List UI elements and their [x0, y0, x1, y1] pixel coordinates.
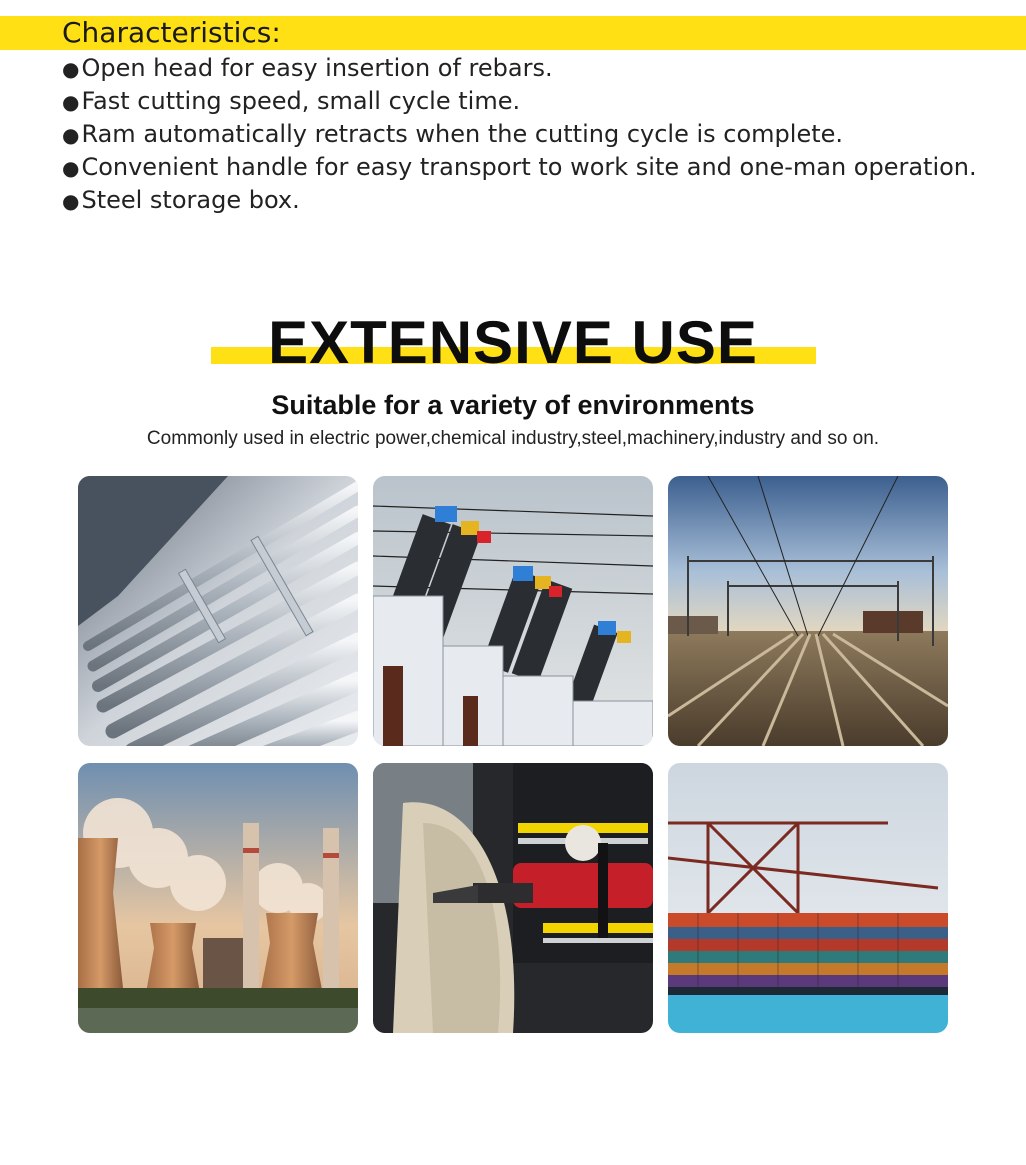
- characteristics-item: ●Ram automatically retracts when the cutting cycle is complete.: [62, 120, 844, 148]
- gallery-image-rescue-tool: [373, 763, 653, 1033]
- bullet-icon: ●: [62, 123, 80, 147]
- gallery-image-insulators: [373, 476, 653, 746]
- gallery-image-container-port: [668, 763, 948, 1033]
- gallery-image-railway: [668, 476, 948, 746]
- characteristics-item: ●Convenient handle for easy transport to work site and one-man operation.: [62, 153, 977, 181]
- characteristics-list: [62, 52, 977, 217]
- bullet-icon: ●: [62, 156, 80, 180]
- power-plant-illustration: [78, 763, 358, 1033]
- characteristics-item: ●Open head for easy insertion of rebars.: [62, 54, 553, 82]
- insulators-illustration: [373, 476, 653, 746]
- characteristics-heading: Characteristics:: [62, 16, 281, 49]
- steel-pipes-illustration: [78, 476, 358, 746]
- extensive-use-description: Commonly used in electric power,chemical industry,steel,machinery,industry and so on.: [146, 428, 880, 449]
- rescue-tool-illustration: [373, 763, 653, 1033]
- container-port-illustration: [668, 763, 948, 1033]
- extensive-use-subheading: Suitable for a variety of environments: [271, 390, 755, 420]
- characteristics-item: ●Steel storage box.: [62, 186, 300, 214]
- bullet-icon: ●: [62, 57, 80, 81]
- gallery-image-steel-pipes: [78, 476, 358, 746]
- bullet-icon: ●: [62, 90, 80, 114]
- characteristics-item: ●Fast cutting speed, small cycle time.: [62, 87, 521, 115]
- bullet-icon: ●: [62, 189, 80, 213]
- railway-illustration: [668, 476, 948, 746]
- gallery-image-power-plant: [78, 763, 358, 1033]
- extensive-use-heading: EXTENSIVE USE: [268, 309, 758, 376]
